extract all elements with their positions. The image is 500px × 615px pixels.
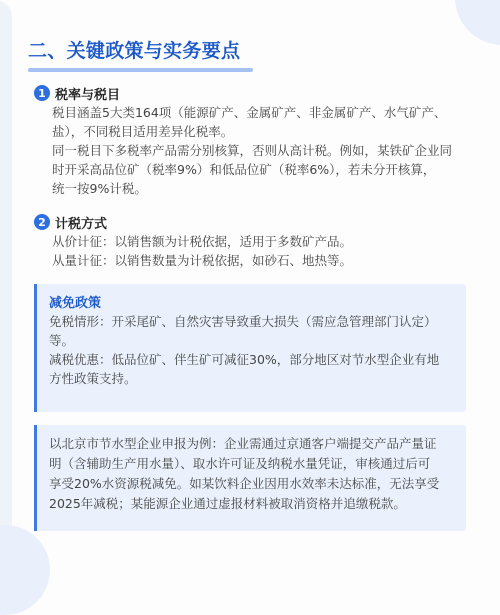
top-right-decor-circle <box>455 0 500 45</box>
paragraph-line: 盐），不同税目适用差异化税率。 <box>52 124 234 139</box>
page-title: 二、关键政策与实务要点 <box>28 40 241 62</box>
paragraph-line: 从价计征：以销售额为计税依据，适用于多数矿产品。 <box>52 234 353 249</box>
paragraph-line: 同一税目下多税率产品需分别核算，否则从高计税。例如，某铁矿企业同 <box>52 143 453 158</box>
left-decor-strip <box>0 0 12 570</box>
paragraph-line: 统一按9%计税。 <box>52 181 147 196</box>
box-line: 2025年减税；某能源企业通过虚报材料被取消资格并追缴税款。 <box>49 496 406 511</box>
paragraph-line: 时开采高品位矿（税率9%）和低品位矿（税率6%），若未分开核算， <box>52 162 436 177</box>
number-badge: 1 <box>34 85 50 101</box>
section-title: 税率与税目 <box>55 87 121 103</box>
box-line: 以北京市节水型企业申报为例：企业需通过京通客户端提交产品产量证 <box>49 436 437 451</box>
box-line: 减税优惠：低品位矿、伴生矿可减征30%，部分地区对节水型企业有地 <box>49 352 440 367</box>
number-badge: 2 <box>34 214 50 230</box>
box-line: 免税情形：开采尾矿、自然灾害导致重大损失（需应急管理部门认定） <box>49 314 437 329</box>
section-header <box>34 212 474 232</box>
title-underline <box>28 68 253 72</box>
box-title: 减免政策 <box>49 296 102 311</box>
paragraph-line: 税目涵盖5大类164项（能源矿产、金属矿产、非金属矿产、水气矿产、 <box>52 105 447 120</box>
section-header <box>34 83 474 103</box>
box-line: 等。 <box>49 333 75 348</box>
box-line: 享受20%水资源税减免。如某饮料企业因用水效率未达标准，无法享受 <box>49 476 440 491</box>
bottom-left-decor-circle <box>0 525 50 615</box>
relief-policy-box <box>34 284 466 412</box>
section-title: 计税方式 <box>55 216 108 232</box>
example-box <box>34 425 466 531</box>
section-tax-rates <box>34 83 474 198</box>
paragraph-line: 从量计征：以销售数量为计税依据，如砂石、地热等。 <box>52 253 353 268</box>
box-line: 明（含辅助生产用水量）、取水许可证及纳税水量凭证，审核通过后可 <box>49 456 431 471</box>
section-calculation-method <box>34 212 474 270</box>
box-line: 方性政策支持。 <box>49 371 137 386</box>
